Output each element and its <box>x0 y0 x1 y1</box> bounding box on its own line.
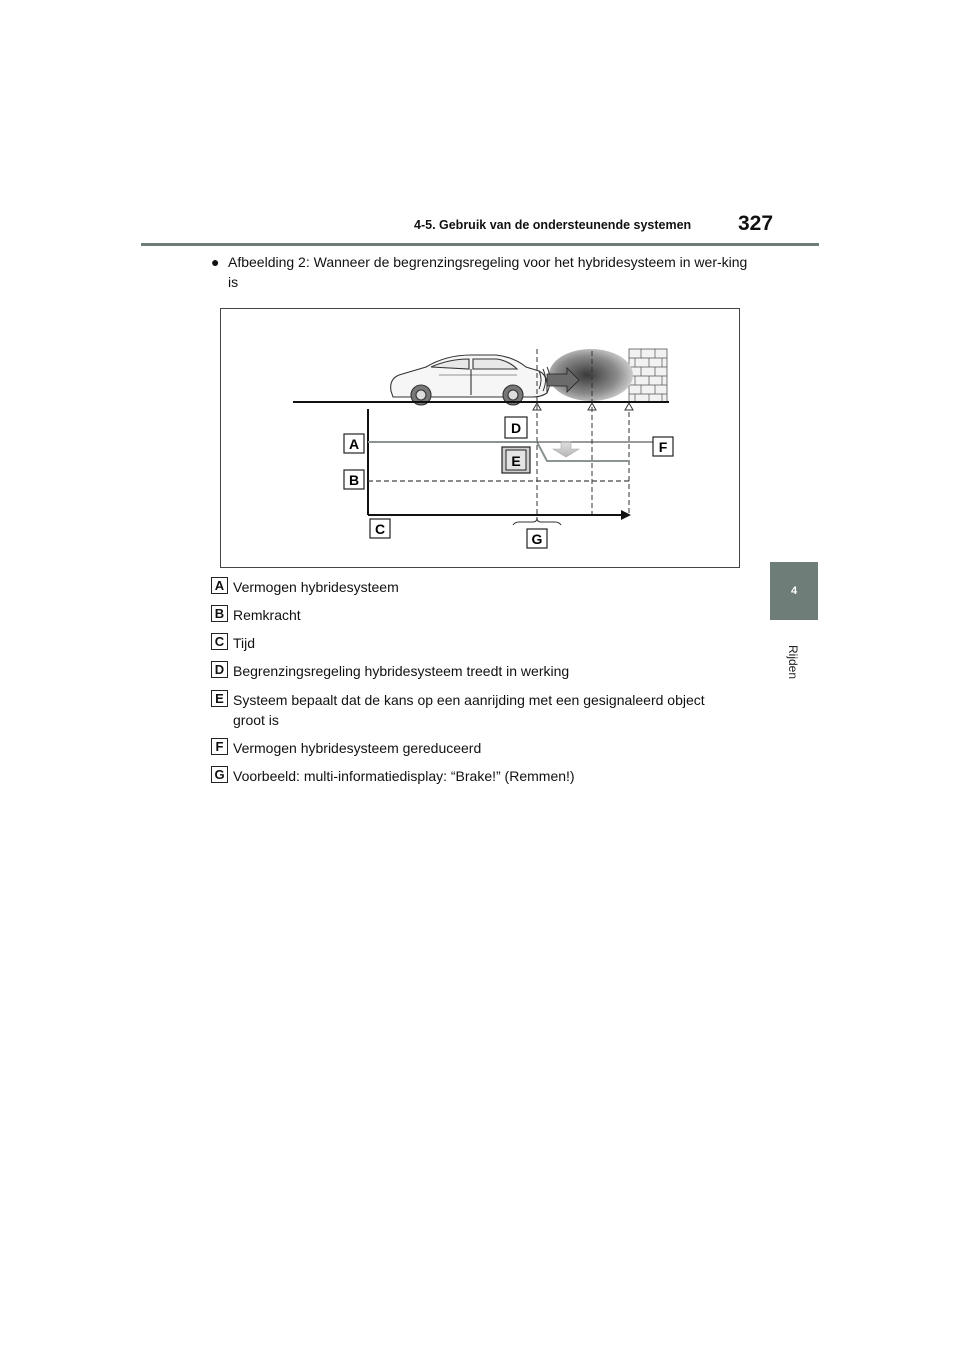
reduction-arrow <box>553 442 579 457</box>
legend-key: A <box>211 577 228 594</box>
legend-text: Vermogen hybridesysteem gereduceerd <box>233 740 482 756</box>
legend-text: Remkracht <box>233 607 301 623</box>
legend-text: Systeem bepaalt dat de kans op een aanrijding met een gesignaleerd object groot is <box>233 692 705 728</box>
label-e <box>502 447 530 473</box>
legend-item-b <box>211 605 731 625</box>
intro-text: Afbeelding 2: Wanneer de begrenzingsregeling voor het hybridesysteem in wer-king is <box>228 254 748 290</box>
svg-text:A: A <box>348 436 360 452</box>
power-line <box>368 442 629 461</box>
legend-item-g <box>211 766 731 786</box>
svg-text:C: C <box>374 521 386 537</box>
label-f <box>653 437 673 456</box>
label-g <box>527 529 547 548</box>
svg-text:B: B <box>348 472 360 488</box>
legend-text: Voorbeeld: multi-informatiedisplay: “Brake!” (Remmen!) <box>233 768 575 784</box>
legend-key: C <box>211 633 228 650</box>
legend-key: E <box>211 690 228 707</box>
legend-key: F <box>211 738 228 755</box>
legend-item-f <box>211 738 731 758</box>
legend-item-d <box>211 661 731 681</box>
bullet-icon: ● <box>211 254 220 270</box>
svg-text:G: G <box>531 531 543 547</box>
legend-key: B <box>211 605 228 622</box>
label-c <box>370 519 390 538</box>
label-d <box>505 417 527 438</box>
svg-text:F: F <box>658 439 668 455</box>
label-b <box>344 470 364 489</box>
brick-wall <box>629 349 667 402</box>
section-title: 4-5. Gebruik van de ondersteunende systemen <box>414 218 692 232</box>
chapter-tab[interactable]: 4 <box>770 562 818 620</box>
legend-key: G <box>211 766 228 783</box>
svg-text:E: E <box>511 453 521 469</box>
figure-diagram <box>221 309 741 569</box>
legend-key: D <box>211 661 228 678</box>
page-number: 327 <box>738 212 774 235</box>
header-divider <box>141 243 819 246</box>
car-icon <box>391 355 547 405</box>
chapter-label <box>778 632 808 692</box>
legend-item-c <box>211 633 731 653</box>
intro-paragraph <box>211 252 751 292</box>
legend-text: Tijd <box>233 635 256 651</box>
legend-text: Vermogen hybridesysteem <box>233 579 399 595</box>
legend-item-e <box>211 690 731 730</box>
label-a <box>344 434 364 453</box>
g-bracket <box>513 518 561 525</box>
svg-text:D: D <box>510 420 522 436</box>
legend-item-a <box>211 577 731 597</box>
timing-markers <box>533 403 633 410</box>
legend-text: Begrenzingsregeling hybridesysteem treedt in werking <box>233 663 570 679</box>
chapter-label-text: Rijden <box>786 644 800 680</box>
figure-frame <box>220 308 740 568</box>
